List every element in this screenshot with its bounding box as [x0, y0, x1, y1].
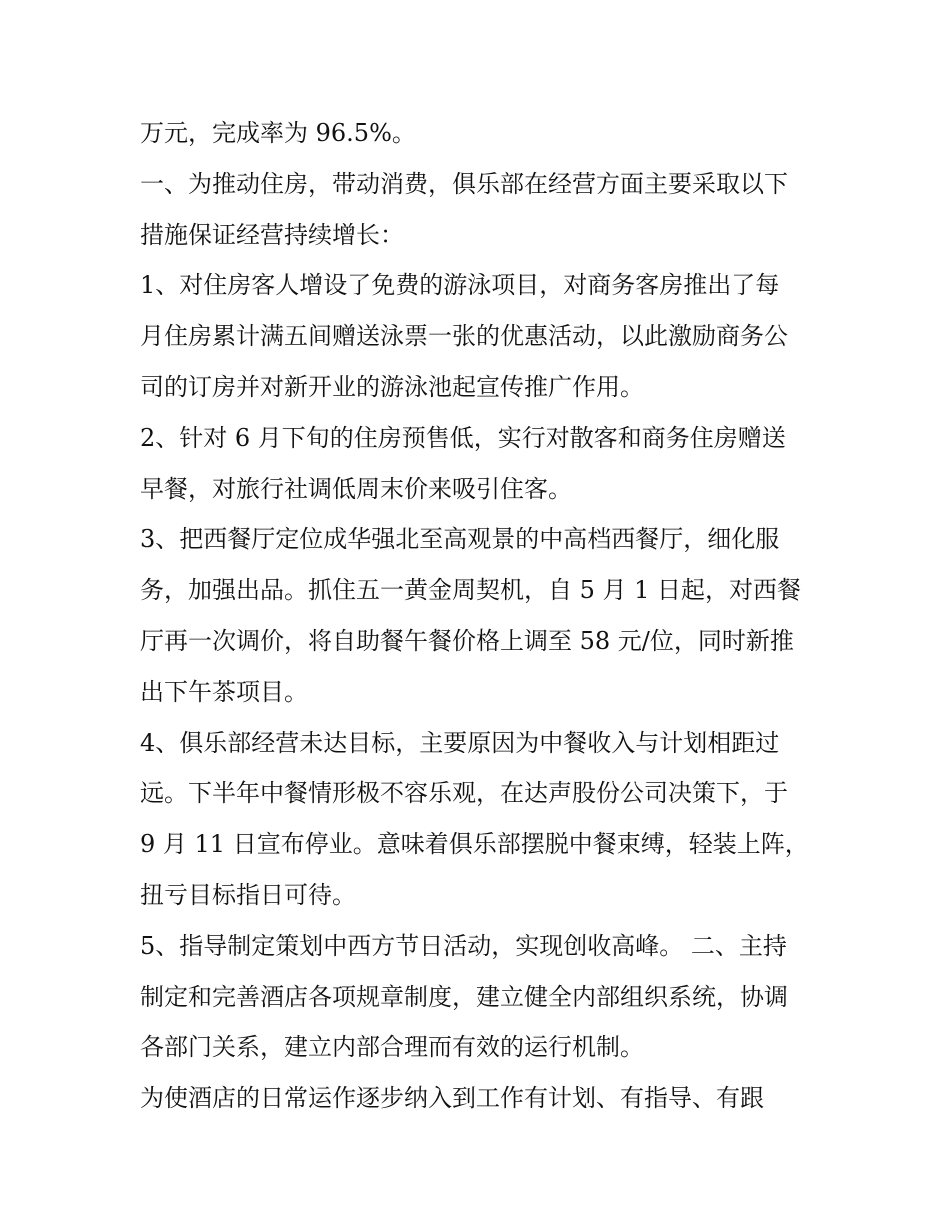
text-line: 厅再一次调价，将自助餐午餐价格上调至 58 元/位，同时新推 — [140, 626, 794, 655]
text-line: 扭亏目标指日可待。 — [140, 880, 356, 909]
text-line: 4、俱乐部经营未达目标，主要原因为中餐收入与计划相距过 — [140, 728, 780, 757]
text-line: 9 月 11 日宣布停业。意味着俱乐部摆脱中餐束缚，轻装上阵， — [140, 830, 809, 859]
text-line: 务，加强出品。抓住五一黄金周契机，自 5 月 1 日起，对西餐 — [140, 576, 802, 605]
text-line: 5、指导制定策划中西方节日活动，实现创收高峰。 二、主持 — [140, 931, 787, 960]
text-line: 万元，完成率为 96.5%。 — [140, 119, 416, 147]
text-line: 2、针对 6 月下旬的住房预售低，实行对散客和商务住房赠送 — [140, 423, 786, 452]
document-body — [140, 108, 820, 1124]
text-line: 司的订房并对新开业的游泳池起宣传推广作用。 — [140, 372, 644, 401]
text-line: 远。下半年中餐情形极不容乐观，在达声股份公司决策下，于 — [140, 779, 788, 808]
text-line: 为使酒店的日常运作逐步纳入到工作有计划、有指导、有跟 — [140, 1084, 764, 1113]
text-line: 早餐，对旅行社调低周末价来吸引住客。 — [140, 474, 572, 503]
text-line: 月住房累计满五间赠送泳票一张的优惠活动，以此激励商务公 — [140, 322, 788, 351]
text-line: 制定和完善酒店各项规章制度，建立健全内部组织系统，协调 — [140, 982, 788, 1011]
text-line: 3、把西餐厅定位成华强北至高观景的中高档西餐厅，细化服 — [140, 525, 780, 554]
text-line: 措施保证经营持续增长： — [140, 220, 404, 249]
text-line: 出下午茶项目。 — [140, 677, 308, 706]
text-line: 1、对住房客人增设了免费的游泳项目，对商务客房推出了每 — [140, 271, 780, 300]
text-line: 一、为推动住房，带动消费，俱乐部在经营方面主要采取以下 — [140, 169, 788, 198]
text-line: 各部门关系，建立内部合理而有效的运行机制。 — [140, 1033, 644, 1062]
